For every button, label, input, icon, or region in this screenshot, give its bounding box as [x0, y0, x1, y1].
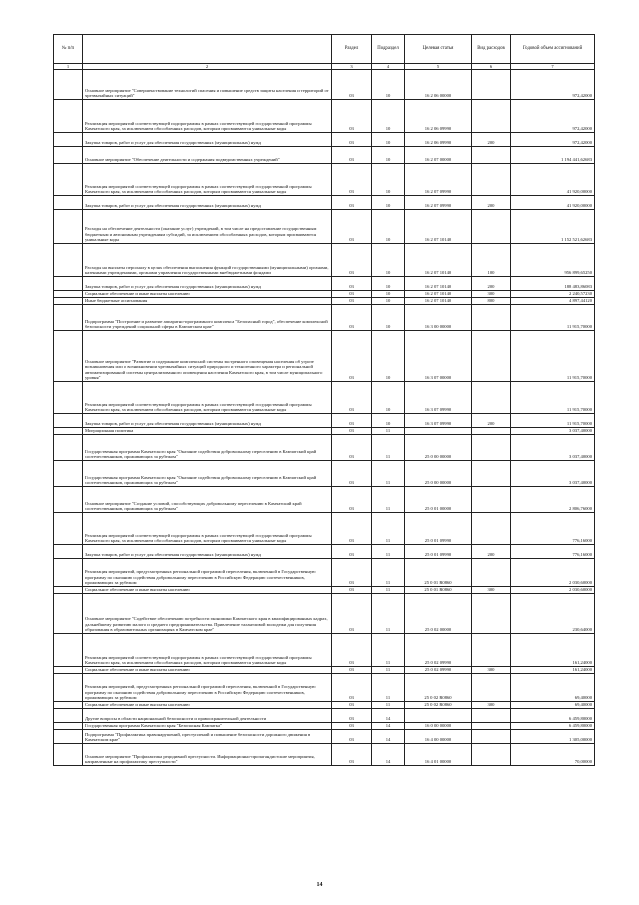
cell-expense-type: 200: [472, 133, 511, 147]
cell-razdel: 03: [332, 744, 372, 766]
table-row: [54, 291, 595, 298]
cell-annual-sum: 3 037,40000: [511, 428, 595, 435]
cell-expense-type: [472, 147, 511, 164]
cell-razdel: 03: [332, 667, 372, 674]
cell-target-article: 16 0 00 00000: [405, 723, 472, 730]
cell-expense-type: 800: [472, 298, 511, 305]
cell-podrazdel: 10: [372, 70, 405, 100]
cell-annual-sum: 11 915,70000: [511, 414, 595, 428]
cell-annual-sum: 1 305,00000: [511, 730, 595, 744]
cell-target-article: 25 0 00 00000: [405, 461, 472, 487]
table-row: [54, 210, 595, 244]
column-index: 6: [472, 64, 511, 70]
cell-annual-sum: 3 037,40000: [511, 435, 595, 461]
cell-podrazdel: 11: [372, 634, 405, 667]
header-expense-type: Вид расходов: [472, 35, 511, 64]
table-row: [54, 382, 595, 414]
cell-annual-sum: 70,00000: [511, 744, 595, 766]
budget-table: [53, 34, 595, 766]
table-row: [54, 244, 595, 277]
column-index: 1: [54, 64, 83, 70]
cell-podrazdel: 10: [372, 100, 405, 133]
cell-razdel: 03: [332, 428, 372, 435]
cell-expense-type: 200: [472, 545, 511, 559]
cell-name: Подпрограмма "Построение и развитие аппаратно-программного комплекса "Безопасный город", обеспечение комплексной безопасности учреждений социальной сферы в Камчатском крае": [83, 305, 332, 331]
cell-name: Социальное обеспечение и иные выплаты населению: [83, 587, 332, 594]
header-razdel: Раздел: [332, 35, 372, 64]
cell-name: Закупка товаров, работ и услуг для обеспечения государственных (муниципальных) нужд: [83, 277, 332, 291]
cell-target-article: 16 3 00 00000: [405, 305, 472, 331]
cell-expense-type: [472, 723, 511, 730]
cell-annual-sum: 11 915,70000: [511, 305, 595, 331]
cell-num: [54, 133, 83, 147]
table-row: [54, 545, 595, 559]
cell-name: Закупка товаров, работ и услуг для обеспечения государственных (муниципальных) нужд: [83, 133, 332, 147]
cell-target-article: 25 0 02 00000: [405, 594, 472, 634]
cell-target-article: 25 0 02 R0860: [405, 702, 472, 709]
cell-expense-type: 200: [472, 277, 511, 291]
header-annual-sum: Годовой объем ассигнований: [511, 35, 595, 64]
cell-target-article: 16 2 07 10140: [405, 210, 472, 244]
cell-num: [54, 382, 83, 414]
cell-name: Основное мероприятие "Профилактика рецидивной преступности. Информационно-пропагандистские мероприятия, направленные на профилактику преступности": [83, 744, 332, 766]
table-row: [54, 594, 595, 634]
cell-name: Реализация мероприятий соответствующей подпрограммы в рамках соответствующей государственной программы Камчатского края, за исключением обособленных расходов, которым присваиваются уникальные коды: [83, 513, 332, 545]
cell-num: [54, 461, 83, 487]
table-row: [54, 709, 595, 723]
cell-num: [54, 744, 83, 766]
table-row: [54, 674, 595, 702]
cell-num: [54, 667, 83, 674]
cell-razdel: 03: [332, 244, 372, 277]
cell-num: [54, 277, 83, 291]
cell-expense-type: [472, 709, 511, 723]
cell-name: Основное мероприятие "Совершенствование технологий спасения и повышение средств защиты населения и территорий от чрезвычайных ситуаций": [83, 70, 332, 100]
cell-annual-sum: 972,42000: [511, 133, 595, 147]
column-index: 4: [372, 64, 405, 70]
cell-razdel: 03: [332, 305, 372, 331]
cell-razdel: 03: [332, 545, 372, 559]
cell-razdel: 03: [332, 100, 372, 133]
cell-annual-sum: 776,16000: [511, 545, 595, 559]
cell-razdel: 03: [332, 164, 372, 196]
cell-razdel: 03: [332, 730, 372, 744]
cell-expense-type: [472, 487, 511, 513]
cell-num: [54, 331, 83, 382]
table-row: [54, 133, 595, 147]
cell-razdel: 03: [332, 382, 372, 414]
cell-podrazdel: 11: [372, 587, 405, 594]
cell-expense-type: 200: [472, 196, 511, 210]
cell-name: Основное мероприятие "Содействие обеспечению потребности экономики Камчатского края в квалифицированных кадрах, дальнейшему развитию малого и среднего предпринимательства. Привлечение талантливой молодежи для получения образования в образовательных организациях в Камчатском крае": [83, 594, 332, 634]
cell-name: Закупка товаров, работ и услуг для обеспечения государственных (муниципальных) нужд: [83, 414, 332, 428]
cell-name: Закупка товаров, работ и услуг для обеспечения государственных (муниципальных) нужд: [83, 545, 332, 559]
cell-podrazdel: 14: [372, 744, 405, 766]
cell-podrazdel: 11: [372, 487, 405, 513]
cell-name: Основное мероприятие "Развитие и содержание комплексной системы экстренного оповещения населения об угрозе возникновения или о возникновении чрезвычайных ситуаций природного и техногенного характера и региональной автоматизированной системы централизованного оповещения населения Камчатского края, в том числе муниципального уровня": [83, 331, 332, 382]
cell-target-article: 25 0 01 09990: [405, 513, 472, 545]
table-row: [54, 559, 595, 587]
cell-num: [54, 545, 83, 559]
cell-annual-sum: 4 897,44120: [511, 298, 595, 305]
cell-target-article: 25 0 01 09990: [405, 545, 472, 559]
cell-annual-sum: 230,64000: [511, 594, 595, 634]
cell-razdel: 03: [332, 331, 372, 382]
table-row: [54, 414, 595, 428]
cell-target-article: 16 2 06 09990: [405, 100, 472, 133]
cell-razdel: 03: [332, 709, 372, 723]
cell-name: Расходы на обеспечение деятельности (оказание услуг) учреждений, в том числе на предоставление государственным бюджетным и автономным учреждениям субсидий, за исключением обособленных расходов, которым присваиваются уникальные коды: [83, 210, 332, 244]
cell-target-article: 16 2 07 09990: [405, 164, 472, 196]
table-row: [54, 147, 595, 164]
cell-num: [54, 298, 83, 305]
cell-annual-sum: 11 915,70000: [511, 382, 595, 414]
cell-annual-sum: 1 152 521,62683: [511, 210, 595, 244]
cell-target-article: 16 3 07 00000: [405, 331, 472, 382]
cell-expense-type: [472, 210, 511, 244]
cell-expense-type: [472, 594, 511, 634]
cell-annual-sum: 11 915,70000: [511, 331, 595, 382]
cell-name: Реализация мероприятий, предусмотренных региональной программой переселения, включенной в Государственную программу по оказанию содействия добровольному переселению в Российскую Федерацию соотечественников, проживающих за рубежом: [83, 674, 332, 702]
cell-name: Миграционная политика: [83, 428, 332, 435]
cell-razdel: 03: [332, 147, 372, 164]
cell-razdel: 03: [332, 196, 372, 210]
cell-expense-type: [472, 70, 511, 100]
cell-target-article: 25 0 02 09990: [405, 667, 472, 674]
cell-num: [54, 435, 83, 461]
cell-podrazdel: 11: [372, 702, 405, 709]
cell-annual-sum: 161,24000: [511, 634, 595, 667]
cell-target-article: 16 2 06 00000: [405, 70, 472, 100]
cell-razdel: 03: [332, 414, 372, 428]
cell-target-article: 16 2 06 09990: [405, 133, 472, 147]
cell-podrazdel: 11: [372, 667, 405, 674]
cell-podrazdel: 10: [372, 298, 405, 305]
cell-name: Социальное обеспечение и иные выплаты населению: [83, 667, 332, 674]
cell-name: Основное мероприятие "Обеспечение деятельности и содержания подведомственных учреждений": [83, 147, 332, 164]
header-row: [54, 35, 595, 64]
cell-expense-type: [472, 435, 511, 461]
column-index: 5: [405, 64, 472, 70]
cell-target-article: 25 0 01 R0860: [405, 587, 472, 594]
cell-razdel: 03: [332, 634, 372, 667]
cell-expense-type: [472, 559, 511, 587]
table-row: [54, 702, 595, 709]
cell-num: [54, 559, 83, 587]
cell-razdel: 03: [332, 70, 372, 100]
cell-target-article: 16 3 07 09990: [405, 414, 472, 428]
header-name: [83, 35, 332, 64]
cell-target-article: 16 2 07 09990: [405, 196, 472, 210]
cell-podrazdel: 10: [372, 210, 405, 244]
cell-num: [54, 487, 83, 513]
cell-name: Социальное обеспечение и иные выплаты населению: [83, 291, 332, 298]
cell-target-article: 16 4 00 00000: [405, 730, 472, 744]
cell-podrazdel: 14: [372, 709, 405, 723]
cell-expense-type: [472, 513, 511, 545]
table-row: [54, 587, 595, 594]
cell-podrazdel: 10: [372, 305, 405, 331]
table-row: [54, 667, 595, 674]
cell-target-article: 16 2 07 10140: [405, 291, 472, 298]
cell-num: [54, 709, 83, 723]
cell-num: [54, 100, 83, 133]
table-row: [54, 331, 595, 382]
table-row: [54, 730, 595, 744]
cell-podrazdel: 10: [372, 291, 405, 298]
cell-razdel: 03: [332, 487, 372, 513]
cell-razdel: 03: [332, 461, 372, 487]
cell-podrazdel: 10: [372, 414, 405, 428]
column-index: 7: [511, 64, 595, 70]
cell-target-article: 25 0 00 00000: [405, 435, 472, 461]
cell-podrazdel: 11: [372, 545, 405, 559]
cell-num: [54, 587, 83, 594]
table-row: [54, 164, 595, 196]
cell-annual-sum: 2 240,57230: [511, 291, 595, 298]
cell-razdel: 03: [332, 435, 372, 461]
cell-annual-sum: 956 899,65250: [511, 244, 595, 277]
cell-razdel: 03: [332, 587, 372, 594]
cell-expense-type: [472, 634, 511, 667]
cell-num: [54, 196, 83, 210]
cell-expense-type: 300: [472, 702, 511, 709]
cell-expense-type: [472, 382, 511, 414]
cell-target-article: [405, 428, 472, 435]
cell-podrazdel: 10: [372, 164, 405, 196]
cell-target-article: 25 0 01 R0860: [405, 559, 472, 587]
column-index: 3: [332, 64, 372, 70]
cell-target-article: 25 0 02 09990: [405, 634, 472, 667]
cell-podrazdel: 11: [372, 435, 405, 461]
cell-num: [54, 702, 83, 709]
cell-name: Другие вопросы в области национальной безопасности и правоохранительной деятельности: [83, 709, 332, 723]
cell-annual-sum: 1 194 441,62683: [511, 147, 595, 164]
cell-annual-sum: 6 459,80000: [511, 723, 595, 730]
cell-podrazdel: 10: [372, 133, 405, 147]
cell-annual-sum: 41 920,00000: [511, 196, 595, 210]
cell-podrazdel: 11: [372, 428, 405, 435]
cell-annual-sum: 972,42000: [511, 100, 595, 133]
cell-target-article: 16 2 07 10140: [405, 277, 472, 291]
cell-podrazdel: 11: [372, 594, 405, 634]
cell-annual-sum: 2 030,60000: [511, 559, 595, 587]
table-row: [54, 461, 595, 487]
cell-podrazdel: 14: [372, 723, 405, 730]
cell-razdel: 03: [332, 513, 372, 545]
cell-num: [54, 244, 83, 277]
cell-annual-sum: 2 030,60000: [511, 587, 595, 594]
cell-name: Реализация мероприятий соответствующей подпрограммы в рамках соответствующей государственной программы Камчатского края, за исключением обособленных расходов, которым присваиваются уникальные коды: [83, 382, 332, 414]
cell-num: [54, 594, 83, 634]
cell-expense-type: [472, 164, 511, 196]
cell-annual-sum: 161,24000: [511, 667, 595, 674]
cell-name: Государственная программа Камчатского края "Оказание содействия добровольному переселению в Камчатский край соотечественников, проживающих за рубежом": [83, 435, 332, 461]
cell-num: [54, 513, 83, 545]
cell-name: Иные бюджетные ассигнования: [83, 298, 332, 305]
cell-num: [54, 210, 83, 244]
cell-target-article: 16 2 07 00000: [405, 147, 472, 164]
table-row: [54, 435, 595, 461]
cell-name: Реализация мероприятий соответствующей подпрограммы в рамках соответствующей государственной программы Камчатского края, за исключением обособленных расходов, которым присваиваются уникальные коды: [83, 634, 332, 667]
cell-target-article: 16 2 07 10140: [405, 298, 472, 305]
table-row: [54, 196, 595, 210]
cell-target-article: 16 3 07 09990: [405, 382, 472, 414]
cell-annual-sum: 41 920,00000: [511, 164, 595, 196]
cell-razdel: 03: [332, 298, 372, 305]
table-row: [54, 744, 595, 766]
cell-target-article: 16 2 07 10140: [405, 244, 472, 277]
cell-target-article: 25 0 01 00000: [405, 487, 472, 513]
header-target-article: Целевая статья: [405, 35, 472, 64]
cell-podrazdel: 10: [372, 331, 405, 382]
cell-expense-type: [472, 428, 511, 435]
cell-num: [54, 70, 83, 100]
cell-name: Реализация мероприятий, предусмотренных региональной программой переселения, включенной в Государственную программу по оказанию содействия добровольному переселению в Российскую Федерацию соотечественников, проживающих за рубежом: [83, 559, 332, 587]
cell-num: [54, 428, 83, 435]
cell-target-article: 25 0 02 R0860: [405, 674, 472, 702]
cell-podrazdel: 11: [372, 559, 405, 587]
cell-razdel: 03: [332, 702, 372, 709]
cell-expense-type: 300: [472, 291, 511, 298]
cell-expense-type: 300: [472, 587, 511, 594]
cell-podrazdel: 10: [372, 147, 405, 164]
cell-expense-type: [472, 305, 511, 331]
cell-target-article: 16 4 01 00000: [405, 744, 472, 766]
cell-name: Закупка товаров, работ и услуг для обеспечения государственных (муниципальных) нужд: [83, 196, 332, 210]
cell-annual-sum: 3 037,40000: [511, 461, 595, 487]
cell-expense-type: 100: [472, 244, 511, 277]
cell-num: [54, 730, 83, 744]
table-row: [54, 487, 595, 513]
cell-annual-sum: 69,40000: [511, 674, 595, 702]
cell-num: [54, 634, 83, 667]
cell-expense-type: [472, 674, 511, 702]
cell-razdel: 03: [332, 594, 372, 634]
table-row: [54, 277, 595, 291]
cell-name: Государственная программа Камчатского края "Оказание содействия добровольному переселению в Камчатский край соотечественников, проживающих за рубежом": [83, 461, 332, 487]
cell-podrazdel: 11: [372, 674, 405, 702]
cell-name: Основное мероприятие "Создание условий, способствующих добровольному переселению в Камчатский край соотечественников, проживающих за рубежом": [83, 487, 332, 513]
cell-num: [54, 291, 83, 298]
cell-annual-sum: 2 806,76000: [511, 487, 595, 513]
cell-expense-type: [472, 730, 511, 744]
cell-razdel: 03: [332, 277, 372, 291]
cell-name: Расходы на выплаты персоналу в целях обеспечения выполнения функций государственными (муниципальными) органами, казенными учреждениями, органами управления государственными внебюджетными фондами: [83, 244, 332, 277]
cell-name: Реализация мероприятий соответствующей подпрограммы в рамках соответствующей государственной программы Камчатского края, за исключением обособленных расходов, которым присваиваются уникальные коды: [83, 164, 332, 196]
cell-podrazdel: 10: [372, 382, 405, 414]
cell-podrazdel: 11: [372, 513, 405, 545]
cell-name: Подпрограмма "Профилактика правонарушений, преступлений и повышение безопасности дорожного движения в Камчатском крае": [83, 730, 332, 744]
cell-expense-type: [472, 331, 511, 382]
cell-razdel: 03: [332, 674, 372, 702]
cell-num: [54, 414, 83, 428]
cell-razdel: 03: [332, 723, 372, 730]
table-row: [54, 634, 595, 667]
cell-podrazdel: 10: [372, 244, 405, 277]
cell-razdel: 03: [332, 210, 372, 244]
table-row: [54, 513, 595, 545]
header-num: № п/п: [54, 35, 83, 64]
header-podrazdel: Подраздел: [372, 35, 405, 64]
column-index: 2: [83, 64, 332, 70]
cell-target-article: [405, 709, 472, 723]
cell-razdel: 03: [332, 133, 372, 147]
cell-expense-type: 300: [472, 667, 511, 674]
cell-expense-type: 200: [472, 414, 511, 428]
cell-annual-sum: 188 483,86083: [511, 277, 595, 291]
cell-podrazdel: 10: [372, 277, 405, 291]
cell-num: [54, 305, 83, 331]
table-row: [54, 298, 595, 305]
table-row: [54, 70, 595, 100]
cell-annual-sum: 776,16000: [511, 513, 595, 545]
cell-podrazdel: 14: [372, 730, 405, 744]
cell-name: Реализация мероприятий соответствующей подпрограммы в рамках соответствующей государственной программы Камчатского края, за исключением обособленных расходов, которым присваиваются уникальные коды: [83, 100, 332, 133]
cell-expense-type: [472, 100, 511, 133]
cell-podrazdel: 11: [372, 461, 405, 487]
cell-name: Социальное обеспечение и иные выплаты населению: [83, 702, 332, 709]
cell-podrazdel: 10: [372, 196, 405, 210]
cell-num: [54, 723, 83, 730]
cell-razdel: 03: [332, 291, 372, 298]
cell-num: [54, 674, 83, 702]
table-row: [54, 100, 595, 133]
cell-num: [54, 147, 83, 164]
cell-num: [54, 164, 83, 196]
cell-annual-sum: 972,42000: [511, 70, 595, 100]
cell-expense-type: [472, 461, 511, 487]
cell-annual-sum: 69,40000: [511, 702, 595, 709]
table-row: [54, 305, 595, 331]
cell-annual-sum: 6 459,80000: [511, 709, 595, 723]
cell-razdel: 03: [332, 559, 372, 587]
cell-name: Государственная программа Камчатского края "Безопасная Камчатка": [83, 723, 332, 730]
cell-expense-type: [472, 744, 511, 766]
table-row: [54, 428, 595, 435]
table-row: [54, 723, 595, 730]
page-number: 14: [316, 882, 323, 888]
